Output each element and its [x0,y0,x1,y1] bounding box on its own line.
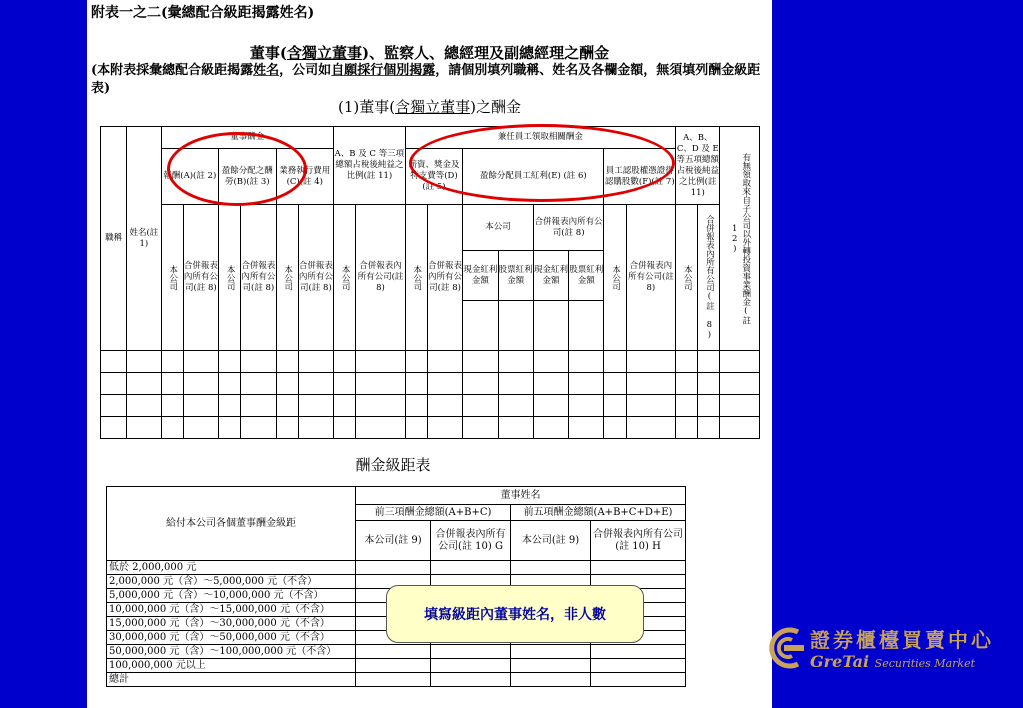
consolidated-col-e: 合併報表內所有公司(註 8) [533,205,604,251]
job-title-header: 職稱 [101,127,127,351]
company-col-e: 本公司 [463,205,534,251]
outside-pay-text: 有無領取來自子公司以外轉投資事業酬金(註12) [729,152,751,325]
gretai-logo [768,620,1018,680]
spacer-cell [463,301,498,351]
callout-note: 填寫級距內董事姓名，非人數 [386,585,644,643]
consolidated-col-f: 合併報表內所有公司(註 8) [626,205,675,351]
company-text: 本公司 [610,264,621,291]
section-title-post: )之酬金 [470,98,521,116]
consolidated-col-d: 合併報表內所有公司(註 8) [427,205,462,351]
table-row [101,417,760,439]
earnings-dist-header: 盈餘分配之酬勞(B)(註 3) [219,149,277,205]
range-label: 低於 2,000,000 元 [107,561,356,575]
company-col-f [604,205,626,351]
consolidated-col-ratio: 合併報表內所有公司(註 8) [356,205,405,351]
note-underlined-name: 姓名 [253,63,280,78]
page-heading [87,42,772,63]
note-text-a: (本附表採彙總配合級距揭露 [91,63,254,78]
cash-bonus-company: 現金紅利金額 [463,251,498,301]
business-exp-header: 業務執行費用(C)(註 4) [276,149,334,205]
section-title-director-pay [87,96,772,117]
table-row [107,645,686,659]
stock-options-header: 員工認股權憑證得認購股數(F)(註 7) [604,149,676,205]
consolidated-col-b: 合併報表內所有公司(註 8) [241,205,276,351]
heading-text: 董事( [249,44,287,62]
company-col-ratio2 [676,205,698,351]
instruction-note [91,62,771,98]
company-col-ratio [334,205,356,351]
company-col-a [161,205,183,351]
company-text: 本公司 [167,264,178,291]
range-label-total: 總計 [107,673,356,687]
document-page [87,0,772,708]
first-five-header: 前五項酬金總額(A+B+C+D+E) [511,505,686,521]
director-name-header: 董事姓名 [356,487,686,505]
first-three-header: 前三項酬金總額(A+B+C) [356,505,511,521]
name-header: 姓名(註 1) [127,127,161,351]
spacer-cell [569,301,604,351]
stock-bonus-company: 股票紅利金額 [498,251,533,301]
emp-bonus-header: 盈餘分配員工紅利(E) (註 6) [463,149,604,205]
logo-chinese-name: 證券櫃檯買賣中心 [810,628,994,652]
logo-english-sub: Securities Market [874,657,976,670]
heading-text-end: )、監察人、總經理及副總經理之酬金 [362,44,610,62]
table-row [101,373,760,395]
company-header-abcde: 本公司(註 9) [511,521,591,561]
section-title-pre: (1)董事( [338,98,396,116]
spacer-cell [498,301,533,351]
cash-bonus-consolidated: 現金紅利金額 [533,251,568,301]
stock-bonus-consolidated: 股票紅利金額 [569,251,604,301]
range-label: 100,000,000 元以上 [107,659,356,673]
company-text: 本公司 [282,264,293,291]
company-col-c [276,205,298,351]
remuneration-header: 報酬(A)(註 2) [161,149,219,205]
company-text: 本公司 [682,264,693,291]
abc-ratio-header: A、B 及 C 等三項總額占稅後純益之比例(註 11) [334,127,406,205]
range-label: 10,000,000 元（含）～15,000,000 元（不含） [107,603,356,617]
table-row [107,659,686,673]
consolidated-col-a: 合併報表內所有公司(註 8) [183,205,218,351]
director-pay-header: 董事酬金 [161,127,334,149]
note-text-b: ，公司如 [279,63,332,78]
range-label: 5,000,000 元（含）～10,000,000 元（不含） [107,589,356,603]
company-text: 本公司 [411,264,422,291]
consolidated-text: 合併報表內所有公司(註 8) [704,215,715,340]
company-col-b [219,205,241,351]
abcde-ratio-header: A、B、C、D 及 E 等五項總額占稅後純益之比例(註 11) [676,127,720,205]
consolidated-header-h: 合併報表內所有公司(註 10) H [591,521,686,561]
range-header: 給付本公司各個董事酬金級距 [107,487,356,561]
heading-underlined: 含獨立董事 [286,44,362,62]
range-label: 2,000,000 元（含）～5,000,000 元（不含） [107,575,356,589]
table-row [101,395,760,417]
highlight-oval-director-pay [167,132,307,206]
note-text-c: ，請個別填列職稱、姓名及各欄金額，無須填列酬金級距表) [91,63,761,96]
note-underlined-disclosure: 自願採行個別揭露 [331,63,436,78]
company-text: 本公司 [225,264,236,291]
logo-english-name [810,652,975,671]
highlight-oval-employee-pay [409,124,675,202]
company-text: 本公司 [340,264,351,291]
company-header-abc: 本公司(註 9) [356,521,431,561]
range-label: 30,000,000 元（含）～50,000,000 元（不含） [107,631,356,645]
salary-header: 薪資、獎金及特支費等(D)(註 5) [405,149,463,205]
table-row [107,673,686,687]
range-label: 15,000,000 元（含）～30,000,000 元（不含） [107,617,356,631]
range-label: 50,000,000 元（含）～100,000,000 元（不含） [107,645,356,659]
outside-pay-header [720,127,760,351]
employee-pay-header: 兼任員工領取相關酬金 [405,127,675,149]
table-row [107,561,686,575]
section-title-pay-range: 酬金級距表 [355,456,431,474]
logo-mark-icon [768,624,808,672]
spacer-cell [533,301,568,351]
consolidated-col-c: 合併報表內所有公司(註 8) [298,205,333,351]
table-row [101,351,760,373]
consolidated-col-ratio2 [698,205,720,351]
section-title-underlined: 含獨立董事 [395,98,471,116]
consolidated-header-g: 合併報表內所有公司(註 10) G [431,521,511,561]
appendix-title: 附表一之二(彙總配合級距揭露姓名) [91,5,315,21]
company-col-d [405,205,427,351]
logo-english-main: GreTai [810,652,870,671]
